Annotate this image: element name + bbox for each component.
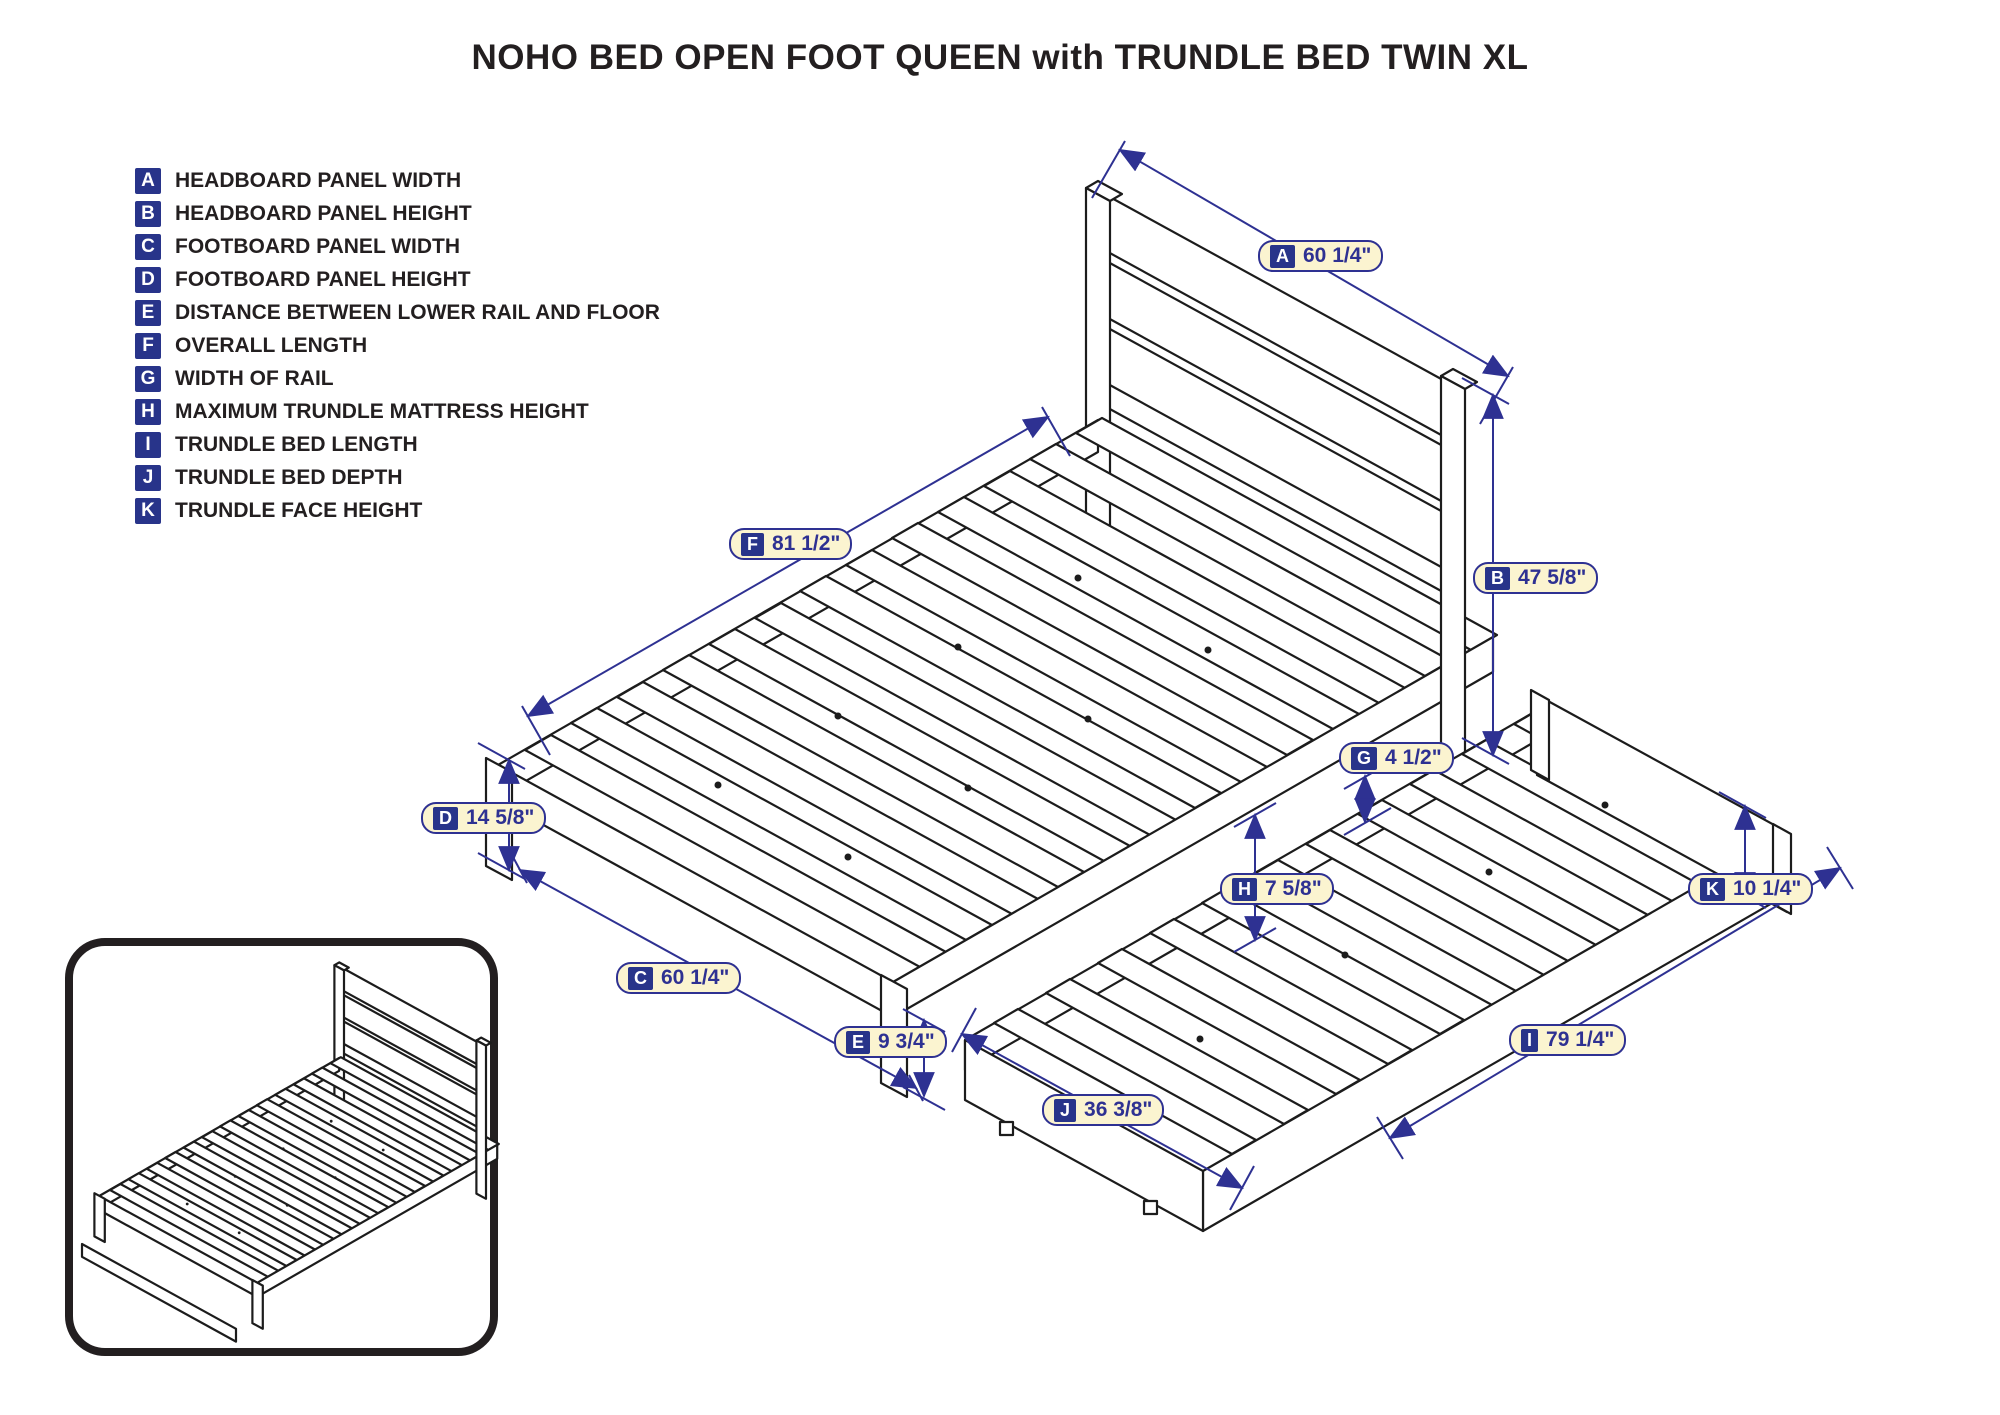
dimension-label-d: D 14 5/8" xyxy=(421,802,546,834)
dimension-label-h: H 7 5/8" xyxy=(1220,873,1334,905)
dim-letter-badge: E xyxy=(846,1031,870,1054)
legend-letter-badge: J xyxy=(135,465,161,491)
dimension-label-j: J 36 3/8" xyxy=(1042,1094,1164,1126)
dimension-label-f: F 81 1/2" xyxy=(729,528,852,560)
dim-letter-badge: B xyxy=(1485,567,1510,590)
trundle-caster xyxy=(1144,1201,1157,1214)
legend-letter-badge: A xyxy=(135,168,161,194)
legend-label: TRUNDLE FACE HEIGHT xyxy=(175,498,423,522)
dim-letter-badge: G xyxy=(1351,747,1377,770)
dimension-label-i: I 79 1/4" xyxy=(1509,1024,1626,1056)
legend-letter-badge: K xyxy=(135,498,161,524)
dimension-label-e: E 9 3/4" xyxy=(834,1026,947,1058)
legend-label: OVERALL LENGTH xyxy=(175,333,368,357)
dimension-label-a: A 60 1/4" xyxy=(1258,240,1383,272)
dim-letter-badge: F xyxy=(741,533,764,556)
legend-label: HEADBOARD PANEL HEIGHT xyxy=(175,201,472,225)
legend-letter-badge: G xyxy=(135,366,161,392)
dimension-label-b: B 47 5/8" xyxy=(1473,562,1598,594)
legend-label: WIDTH OF RAIL xyxy=(175,366,334,390)
legend-label: MAXIMUM TRUNDLE MATTRESS HEIGHT xyxy=(175,399,589,423)
dimension-label-k: K 10 1/4" xyxy=(1688,873,1813,905)
legend-letter-badge: E xyxy=(135,300,161,326)
legend-label: TRUNDLE BED DEPTH xyxy=(175,465,403,489)
legend-letter-badge: B xyxy=(135,201,161,227)
dim-letter-badge: H xyxy=(1232,878,1257,901)
dim-letter-badge: I xyxy=(1521,1029,1538,1052)
legend-label: FOOTBOARD PANEL WIDTH xyxy=(175,234,461,258)
dim-letter-badge: J xyxy=(1054,1099,1076,1122)
dim-letter-badge: A xyxy=(1270,245,1295,268)
dim-letter-badge: D xyxy=(433,807,458,830)
headboard-post xyxy=(1441,369,1477,772)
legend-letter-badge: C xyxy=(135,234,161,260)
dim-letter-badge: K xyxy=(1700,878,1725,901)
dim-letter-badge: C xyxy=(628,967,653,990)
legend-label: HEADBOARD PANEL WIDTH xyxy=(175,168,462,192)
trundle-caster xyxy=(1000,1122,1013,1135)
legend-letter-badge: H xyxy=(135,399,161,425)
inset-mini-bed xyxy=(82,962,499,1341)
legend-label: TRUNDLE BED LENGTH xyxy=(175,432,418,456)
dimension-label-c: C 60 1/4" xyxy=(616,962,741,994)
legend-label: FOOTBOARD PANEL HEIGHT xyxy=(175,267,471,291)
page-title: NOHO BED OPEN FOOT QUEEN with TRUNDLE BED TWIN XL xyxy=(471,38,1529,77)
legend-letter-badge: F xyxy=(135,333,161,359)
legend-label: DISTANCE BETWEEN LOWER RAIL AND FLOOR xyxy=(175,300,660,324)
legend-letter-badge: I xyxy=(135,432,161,458)
legend-letter-badge: D xyxy=(135,267,161,293)
dimension-label-g: G 4 1/2" xyxy=(1339,742,1454,774)
